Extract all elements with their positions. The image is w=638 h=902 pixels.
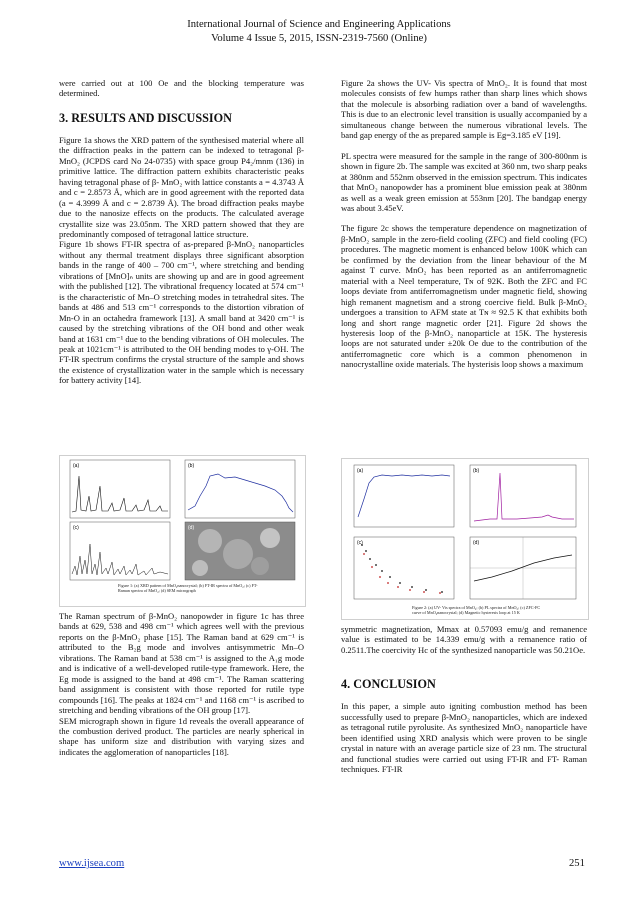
raman-trace xyxy=(72,544,168,575)
paragraph-pl: PL spectra were measured for the sample in the range of 300-800nm is shown in figure 2b. The sample was excited at 360 nm, two sharp peaks at 380nm and 552nm observed in the emission spectrum. This indicates that MnO₂ nanopowder has a prominent blue emission peak at 380nm as well as a weak green emission at 553nm [20]. The bandgap energy was about 3.45eV. xyxy=(341,150,587,213)
sem-particle xyxy=(251,557,269,575)
panel-a-frame xyxy=(354,465,454,527)
paragraph-magnetization: The figure 2c shows the temperature dependence on magnetization of β-MnO₂ sample in the zero-field cooling (ZFC) and field cooling (FC) procedures. The magnetic moment is enhanced below 100K which can be confirmed by the deviation from the linear behaviour of the M against T curve. MnO₂ has been reported as an antiferromagnetic material with a Neel temperature, Tɴ of 92K. Both the ZFC and FC loops deviate from antiferromagnetism under magnetic field, showing high remanent magnetism and a strong coercive field. Bulk β-MnO₂ undergoes a transition to AFM state at Tɴ ≈ 92.5 K that exhibits both long and short range magnetic order [21]. Figure 2d shows the hysteresis loop of the β-MnO₂ nanoparticle at 15K. The hysteresis loops are not saturated under ±20k Oe due to the contribution of the antiferromagnetic core which is a common phenomenon in nanocrystalline oxide materials. The hysterisis loop shows a maximum xyxy=(341,223,587,370)
panel-b-frame xyxy=(185,460,295,518)
panel-label-a: (a) xyxy=(357,468,364,474)
left-column-bottom xyxy=(59,611,304,757)
sem-particle xyxy=(260,528,280,548)
paragraph-uv: Figure 2a shows the UV- Vis spectra of MnO₂. It is found that most molecules consists of few humps rather than sharp lines which shows that the molecule is absorbing radiation over a band of wavelengths. This is due to an electronic level transition is usually accompanied by a simultaneous change between the numerous vibrational levels. The band gap energy of the as prepared sample is Eg=3.185 eV [19]. xyxy=(341,78,587,141)
panel-label-b: (b) xyxy=(188,463,195,469)
paragraph-sem: SEM micrograph shown in figure 1d reveals the overall appearance of the combustion derived product. The particles are nearly spherical in shape has uniform size and distribution with varying sizes and indicates the agglomeration of nanoparticles [18]. xyxy=(59,715,304,757)
xrd-trace xyxy=(72,476,168,512)
uv-trace xyxy=(358,475,450,517)
right-column xyxy=(341,78,587,370)
journal-header xyxy=(0,18,638,46)
sem-particle xyxy=(223,539,253,569)
fc-points xyxy=(363,553,441,594)
panel-c-frame xyxy=(354,537,454,599)
journal-website-link[interactable]: www.ijsea.com xyxy=(59,858,125,869)
paragraph-symmetric-magnetization: symmetric magnetization, Mmax at 0.57093 emu/g and remanence value is estimated to be 14.339 emu/g with a remanence ratio of 0.2511.The coercivity Hc of the synthesized nanoparticle was 50.21Oe. xyxy=(341,624,587,655)
journal-issue: Volume 4 Issue 5, 2015, ISSN-2319-7560 (Online) xyxy=(211,33,427,44)
panel-c-frame xyxy=(70,522,170,580)
ftir-trace xyxy=(188,474,293,512)
panel-label-d: (d) xyxy=(473,540,480,546)
panel-label-a: (a) xyxy=(73,463,80,469)
section-heading-results: 3. RESULTS AND DISCUSSION xyxy=(59,110,232,125)
panel-b-frame xyxy=(470,465,576,527)
figure-1 xyxy=(59,455,306,607)
sem-particle xyxy=(198,529,222,553)
figure-2 xyxy=(341,458,589,620)
panel-label-c: (c) xyxy=(357,540,363,546)
pl-trace xyxy=(474,473,574,521)
paragraph-ftir: Figure 1b shows FT-IR spectra of as-prepared β-MnO₂ nanoparticles without any thermal treatment displays three significant absorption bands in the range of 400 – 700 cm⁻¹, where stretching and bending vibrations of [MnO]ₙ units are showing up and are in good agreement with the published [12]. The vibrational frequency located at 574 cm⁻¹ is the characteristic of Mn–O stretching modes in tetrahedral sites. The bands at 486 and 513 cm⁻¹ corresponds to the distortion vibration of Mn-O in an octahedra framework [13]. A small band at 3420 cm⁻¹ is caused by the stretching vibrations of the OH bond and other weak band at 1631 cm⁻¹ due to the bending vibrations of OH molecules. The peak at 1021cm⁻¹ is attributed to the OH bending modes to γ-OH. The FT-IR spectrum confirms the crystal structure of the sample and shows the existence of crystallization water in the sample which is necessary for battery activity [14]. xyxy=(59,239,304,386)
panel-label-b: (b) xyxy=(473,468,480,474)
paragraph-intro: were carried out at 100 Oe and the blocking temperature was determined. xyxy=(59,78,304,99)
panel-label-c: (c) xyxy=(73,525,79,531)
figure-2-graphics xyxy=(342,459,588,619)
sem-particle xyxy=(192,560,208,576)
paragraph-conclusion: In this paper, a simple auto igniting combustion method has been successfully used to prepare β-MnO₂ nanoparticles, which are indexed as tetragonal rutile pyrolusite. As synthesized MnO₂ nanoparticle have been identified using XRD analysis which were proven to be single crystal in nature with an average particle size of 23 nm. The structural and functional studies were carried out using FT-IR and FT- Raman techniques. FT-IR xyxy=(341,701,587,775)
page-number: 251 xyxy=(569,858,585,869)
right-column-bottom xyxy=(341,624,587,775)
figure-2-caption: Figure 2: (a) UV- Vis spectra of MnO₂; (b) PL spectra of MnO₂; (c) ZFC-FC curve of MnO₂nanocrystal; (d) Magnetic hysteresis loop at 15 K xyxy=(412,605,541,616)
zfc-points xyxy=(361,544,443,593)
panel-label-d: (d) xyxy=(188,525,195,531)
section-heading-conclusion: 4. CONCLUSION xyxy=(341,677,436,692)
figure-1-caption: Figure 1: (a) XRD pattern of MnO₂nanocrystal; (b) FT-IR spectra of MnO₂; (c) FT-Raman spectra of MnO₂; (d) SEM micrograph xyxy=(118,583,258,594)
journal-title: International Journal of Science and Engineering Applications xyxy=(187,19,451,30)
left-column xyxy=(59,78,304,386)
paragraph-raman: The Raman spectrum of β-MnO₂ nanopowder in figure 1c has three bands at 629, 538 and 498 cm⁻¹ which agrees well with the previous reports on the β-MnO₂ phase [15]. The Raman band at 629 cm⁻¹ is attributed to the B₂g mode and involves antisymmetric Mn–O vibrations. The Raman band at 538 cm⁻¹ is assigned to the A₁g mode and is indicative of a well-developed rutile-type framework. Here, the Eg mode is assigned to the band at 498 cm⁻¹. The Raman scattering band assignment is consistent with those reported for rutile type compounds [16]. The peaks at 1824 cm⁻¹ and 1168 cm⁻¹ is ascribed to stretching and bending vibrations of the OH group [17]. xyxy=(59,611,304,716)
paragraph-xrd: Figure 1a shows the XRD pattern of the synthesised material where all the diffraction peaks in the pattern can be indexed to tetragonal β- MnO₂ (JCPDS card No 24-0735) with space group P4₂/mnm (136) in primitive lattice. The diffraction pattern exhibits characteristic peaks having tetragonal phase of β- MnO₂ with lattice constants a = 4.3743 Å and c = 2.8573 Å, which are in good agreement with the reported data (a = 4.3999 Å and c = 2.8739 Å). The broad diffraction peaks maybe due to the nanosize effects on the products. The calculated average crystallite size was 23.05nm. The XRD pattern showed that they are predominantly composed of tetragonal lattice structure. xyxy=(59,134,304,239)
